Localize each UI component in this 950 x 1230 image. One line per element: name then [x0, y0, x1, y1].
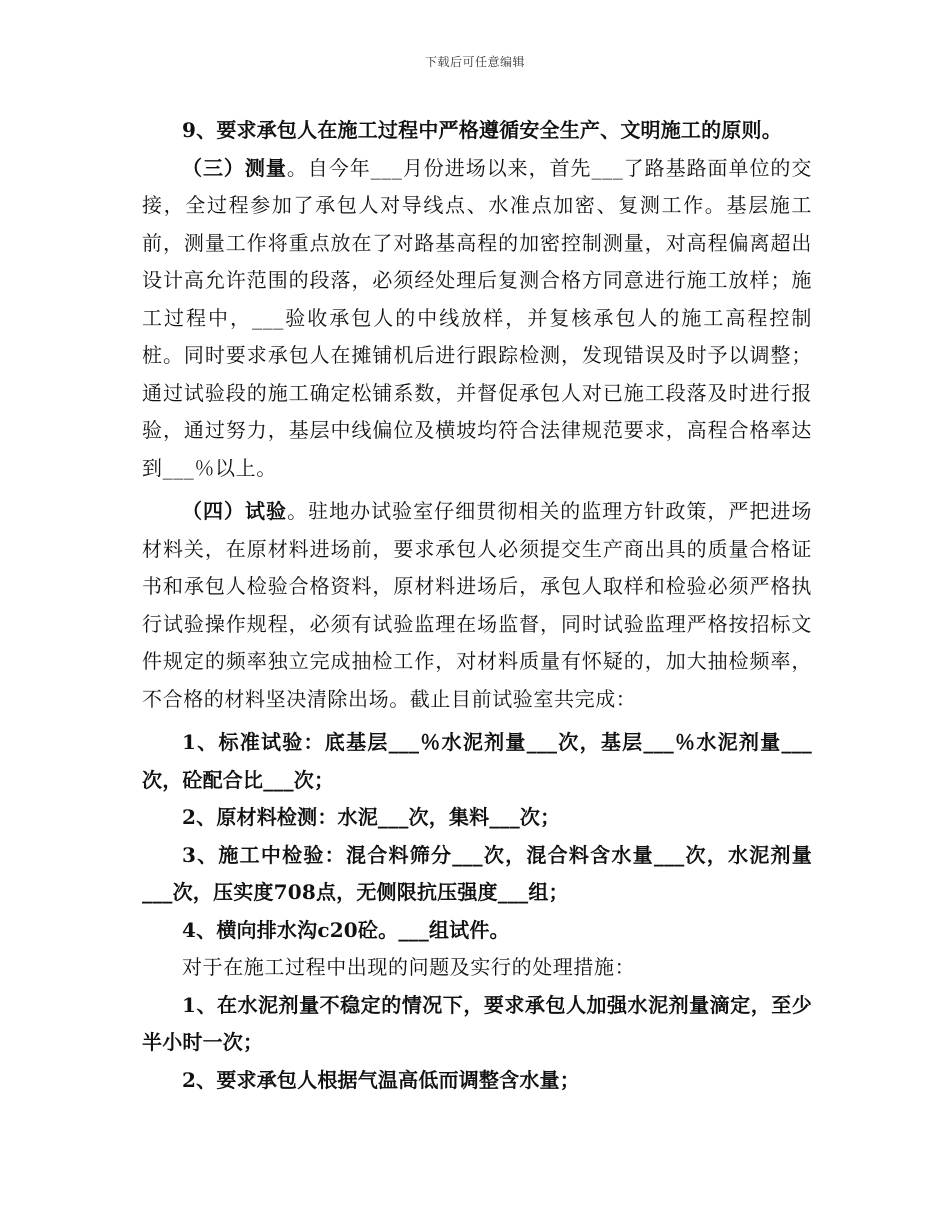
- paragraph-text: 3、施工中检验：混合料筛分___次，混合料含水量___次，水泥剂量___次，压实度708点，无侧限抗压强度___组；: [142, 842, 812, 904]
- paragraph-issues-intro: [142, 949, 812, 987]
- document-body: [142, 112, 812, 1099]
- list-item-cement-dosage: [142, 987, 812, 1062]
- paragraph-text: 4、横向排水沟c20砼。___组试件。: [182, 917, 510, 942]
- paragraph-text: 2、原材料检测：水泥___次，集料___次；: [182, 805, 561, 829]
- list-item-drain-test: [142, 912, 812, 950]
- section-heading-survey: （三）测量: [182, 155, 287, 180]
- list-item-construction-test: [142, 837, 812, 912]
- paragraph-text: 1、标准试验：底基层___％水泥剂量___次，基层___％水泥剂量___次，砼配合比___次；: [142, 730, 812, 792]
- list-item-moisture: [142, 1062, 812, 1100]
- paragraph-text: 2、要求承包人根据气温高低而调整含水量；: [182, 1067, 580, 1092]
- list-item-standard-test: [142, 724, 812, 799]
- paragraph-text: 1、在水泥剂量不稳定的情况下，要求承包人加强水泥剂量滴定，至少半小时一次；: [142, 992, 812, 1054]
- section-heading-testing: （四）试验: [182, 499, 288, 523]
- paragraph-text: 9、要求承包人在施工过程中严格遵循安全生产、文明施工的原则。: [182, 118, 782, 142]
- paragraph-text: 对于在施工过程中出现的问题及实行的处理措施：: [182, 955, 636, 979]
- paragraph-text: 。驻地办试验室仔细贯彻相关的监理方针政策，严把进场材料关，在原材料进场前，要求承包人必须提交生产商出具的质量合格证书和承包人检验合格资料，原材料进场后，承包人取样和检验必须严格执行试验操作规程，必须有试验监理在场监督，同时试验监理严格按招标文件规定的频率独立完成抽检工作，对材料质量有怀疑的，加大抽检频率，不合格的材料坚决清除出场。截止目前试验室共完成：: [142, 499, 813, 711]
- list-item-raw-material-test: [142, 799, 812, 837]
- paragraph-text: 。自今年___月份进场以来，首先___了路基路面单位的交接，全过程参加了承包人对导线点、水准点加密、复测工作。基层施工前，测量工作将重点放在了对路基高程的加密控制测量，对高程偏离超出设计高允许范围的段落，必须经处理后复测合格方同意进行施工放样；施工过程中，___验收承包人的中线放样，并复核承包人的施工高程控制桩。同时要求承包人在摊铺机后进行跟踪检测，发现错误及时予以调整；通过试验段的施工确定松铺系数，并督促承包人对已施工段落及时进行报验，通过努力，基层中线偏位及横坡均符合法律规范要求，高程合格率达到___％以上。: [142, 155, 812, 480]
- page-header: 下载后可任意编辑: [424, 55, 525, 69]
- paragraph-survey: [142, 150, 812, 488]
- paragraph-testing: [142, 493, 812, 718]
- paragraph-safety-principle: [142, 112, 812, 150]
